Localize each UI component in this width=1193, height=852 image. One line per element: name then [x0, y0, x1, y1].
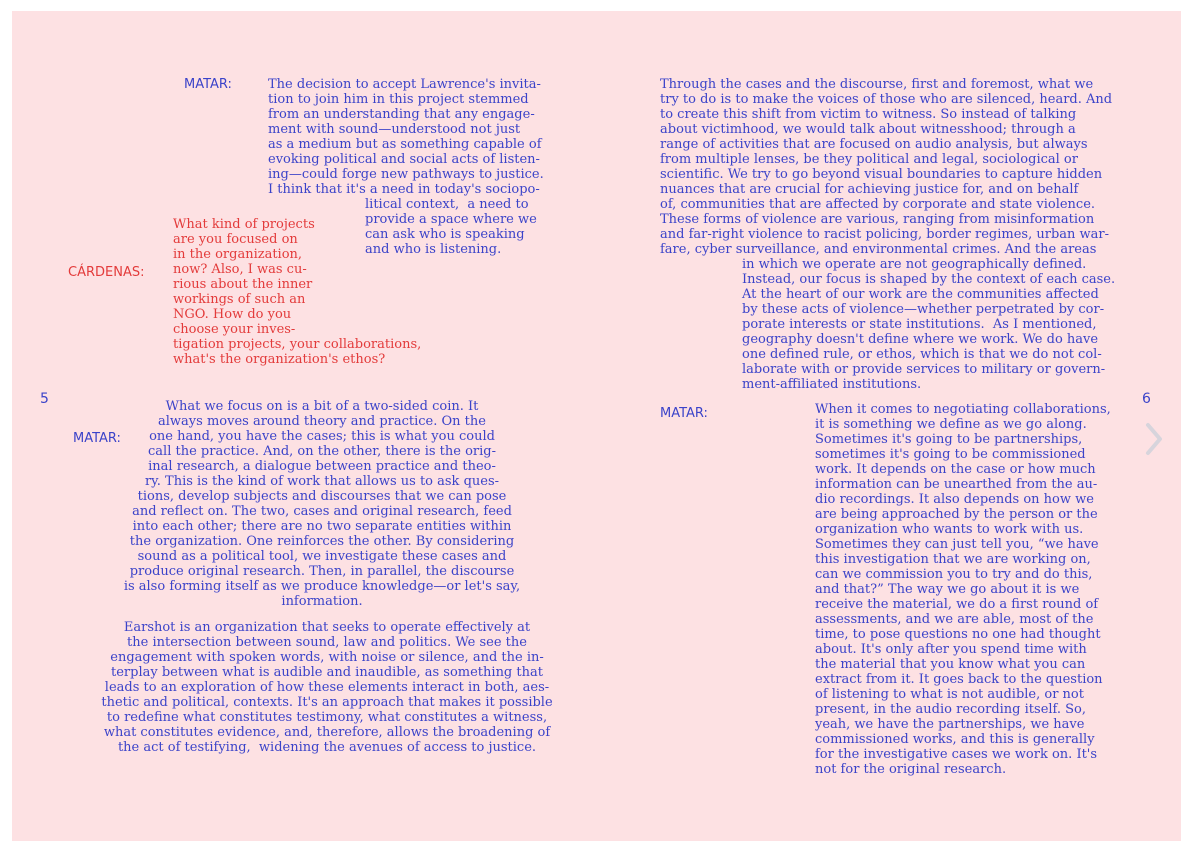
speaker-label-matar: MATAR:	[660, 406, 708, 421]
next-page-button[interactable]	[1143, 421, 1165, 457]
answer-paragraph: Through the cases and the discourse, first and foremost, what we try to do is to make the voices of those who are silenced, heard. And to create this shift from victim to witness. So instead of talking about victimhood, we would talk about witnesshood; through a range of activities that are focused on audio analysis, but always from multiple lenses, be they political and legal, sociological or scientific. We try to go beyond visual boundaries to capture hidden nuances that are crucial for achieving justice for, and on behalf of, communities that are affected by corporate and state violence. These forms of violence are various, ranging from misinformation and far-right violence to racist policing, border regimes, urban war- fare, cyber surveillance, and environmental crimes. And the areas	[660, 77, 1113, 257]
page-number-left: 5	[40, 391, 49, 407]
page-number-right: 6	[1142, 391, 1151, 407]
answer-paragraph-centered: What we focus on is a bit of a two-sided coin. It always moves around theory and practice. On the one hand, you have the cases; this is what you could call the practice. And, on the other, there is the orig- inal research, a dialogue between practice and theo- ry. This is the kind of work that allows us to ask ques- tions, develop subjects and discourses that we can pose and reflect on. The two, cases and original research, feed into each other; there are no two separate entities within the organization. One reinforces the other. By considering sound as a political tool, we investigate these cases and produce original research. Then, in parallel, the discourse is also forming itself as we produce knowledge—or let's say, information.	[123, 399, 521, 609]
speaker-label-cardenas: CÁRDENAS:	[68, 265, 145, 280]
answer-paragraph-centered: Earshot is an organization that seeks to operate effectively at the intersection between sound, law and politics. We see the engagement with spoken words, with noise or silence, and the in- terplay between what is audible and inaudible, as something that leads to an exploration of how these elements interact in both, aes- thetic and political, contexts. It's an approach that makes it possible to redefine what constitutes testimony, what constitutes a witness, what constitutes evidence, and, therefore, allows the broadening of the act of testifying, widening the avenues of access to justice.	[101, 620, 553, 755]
speaker-label-matar: MATAR:	[184, 77, 232, 92]
answer-paragraph-continued: litical context, a need to provide a space where we can ask who is speaking and who is listening.	[365, 197, 537, 257]
interviewer-question: What kind of projects are you focused on in the organization, now? Also, I was cu- rious about the inner workings of such an NGO. How do you choose your inves- tigation projects, your collaborations, what's the organization's ethos?	[173, 217, 422, 367]
answer-paragraph: When it comes to negotiating collaborations, it is something we define as we go along. Sometimes it's going to be partnerships, sometimes it's going to be commissioned work. It depends on the case or how much information can be unearthed from the au- dio recordings. It also depends on how we are being approached by the person or the organization who wants to work with us. Sometimes they can just tell you, “we have this investigation that we are working on, can we commission you to try and do this, and that?” The way we go about it is we receive the material, we do a first round of assessments, and we are able, most of the time, to pose questions no one had thought about. It's only after you spend time with the material that you know what you can extract from it. It goes back to the question of listening to what is not audible, or not present, in the audio recording itself. So, yeah, we have the partnerships, we have commissioned works, and this is generally for the investigative cases we work on. It's not for the original research.	[815, 402, 1111, 777]
answer-paragraph: The decision to accept Lawrence's invita- tion to join him in this project stemmed from an understanding that any engage- ment with sound—understood not just as a medium but as something capable of evoking political and social acts of listen- ing—could forge new pathways to justice. I think that it's a need in today's sociopo-	[268, 77, 544, 197]
answer-paragraph-continued: in which we operate are not geographically defined. Instead, our focus is shaped by the context of each case. At the heart of our work are the communities affected by these acts of violence—whether perpetrated by cor- porate interests or state institutions. As I mentioned, geography doesn't define where we work. We do have one defined rule, or ethos, which is that we do not col- laborate with or provide services to military or govern- ment-affiliated institutions.	[742, 257, 1116, 392]
chevron-right-icon	[1143, 421, 1165, 457]
speaker-label-matar: MATAR:	[73, 431, 121, 446]
book-spread	[12, 11, 1181, 841]
